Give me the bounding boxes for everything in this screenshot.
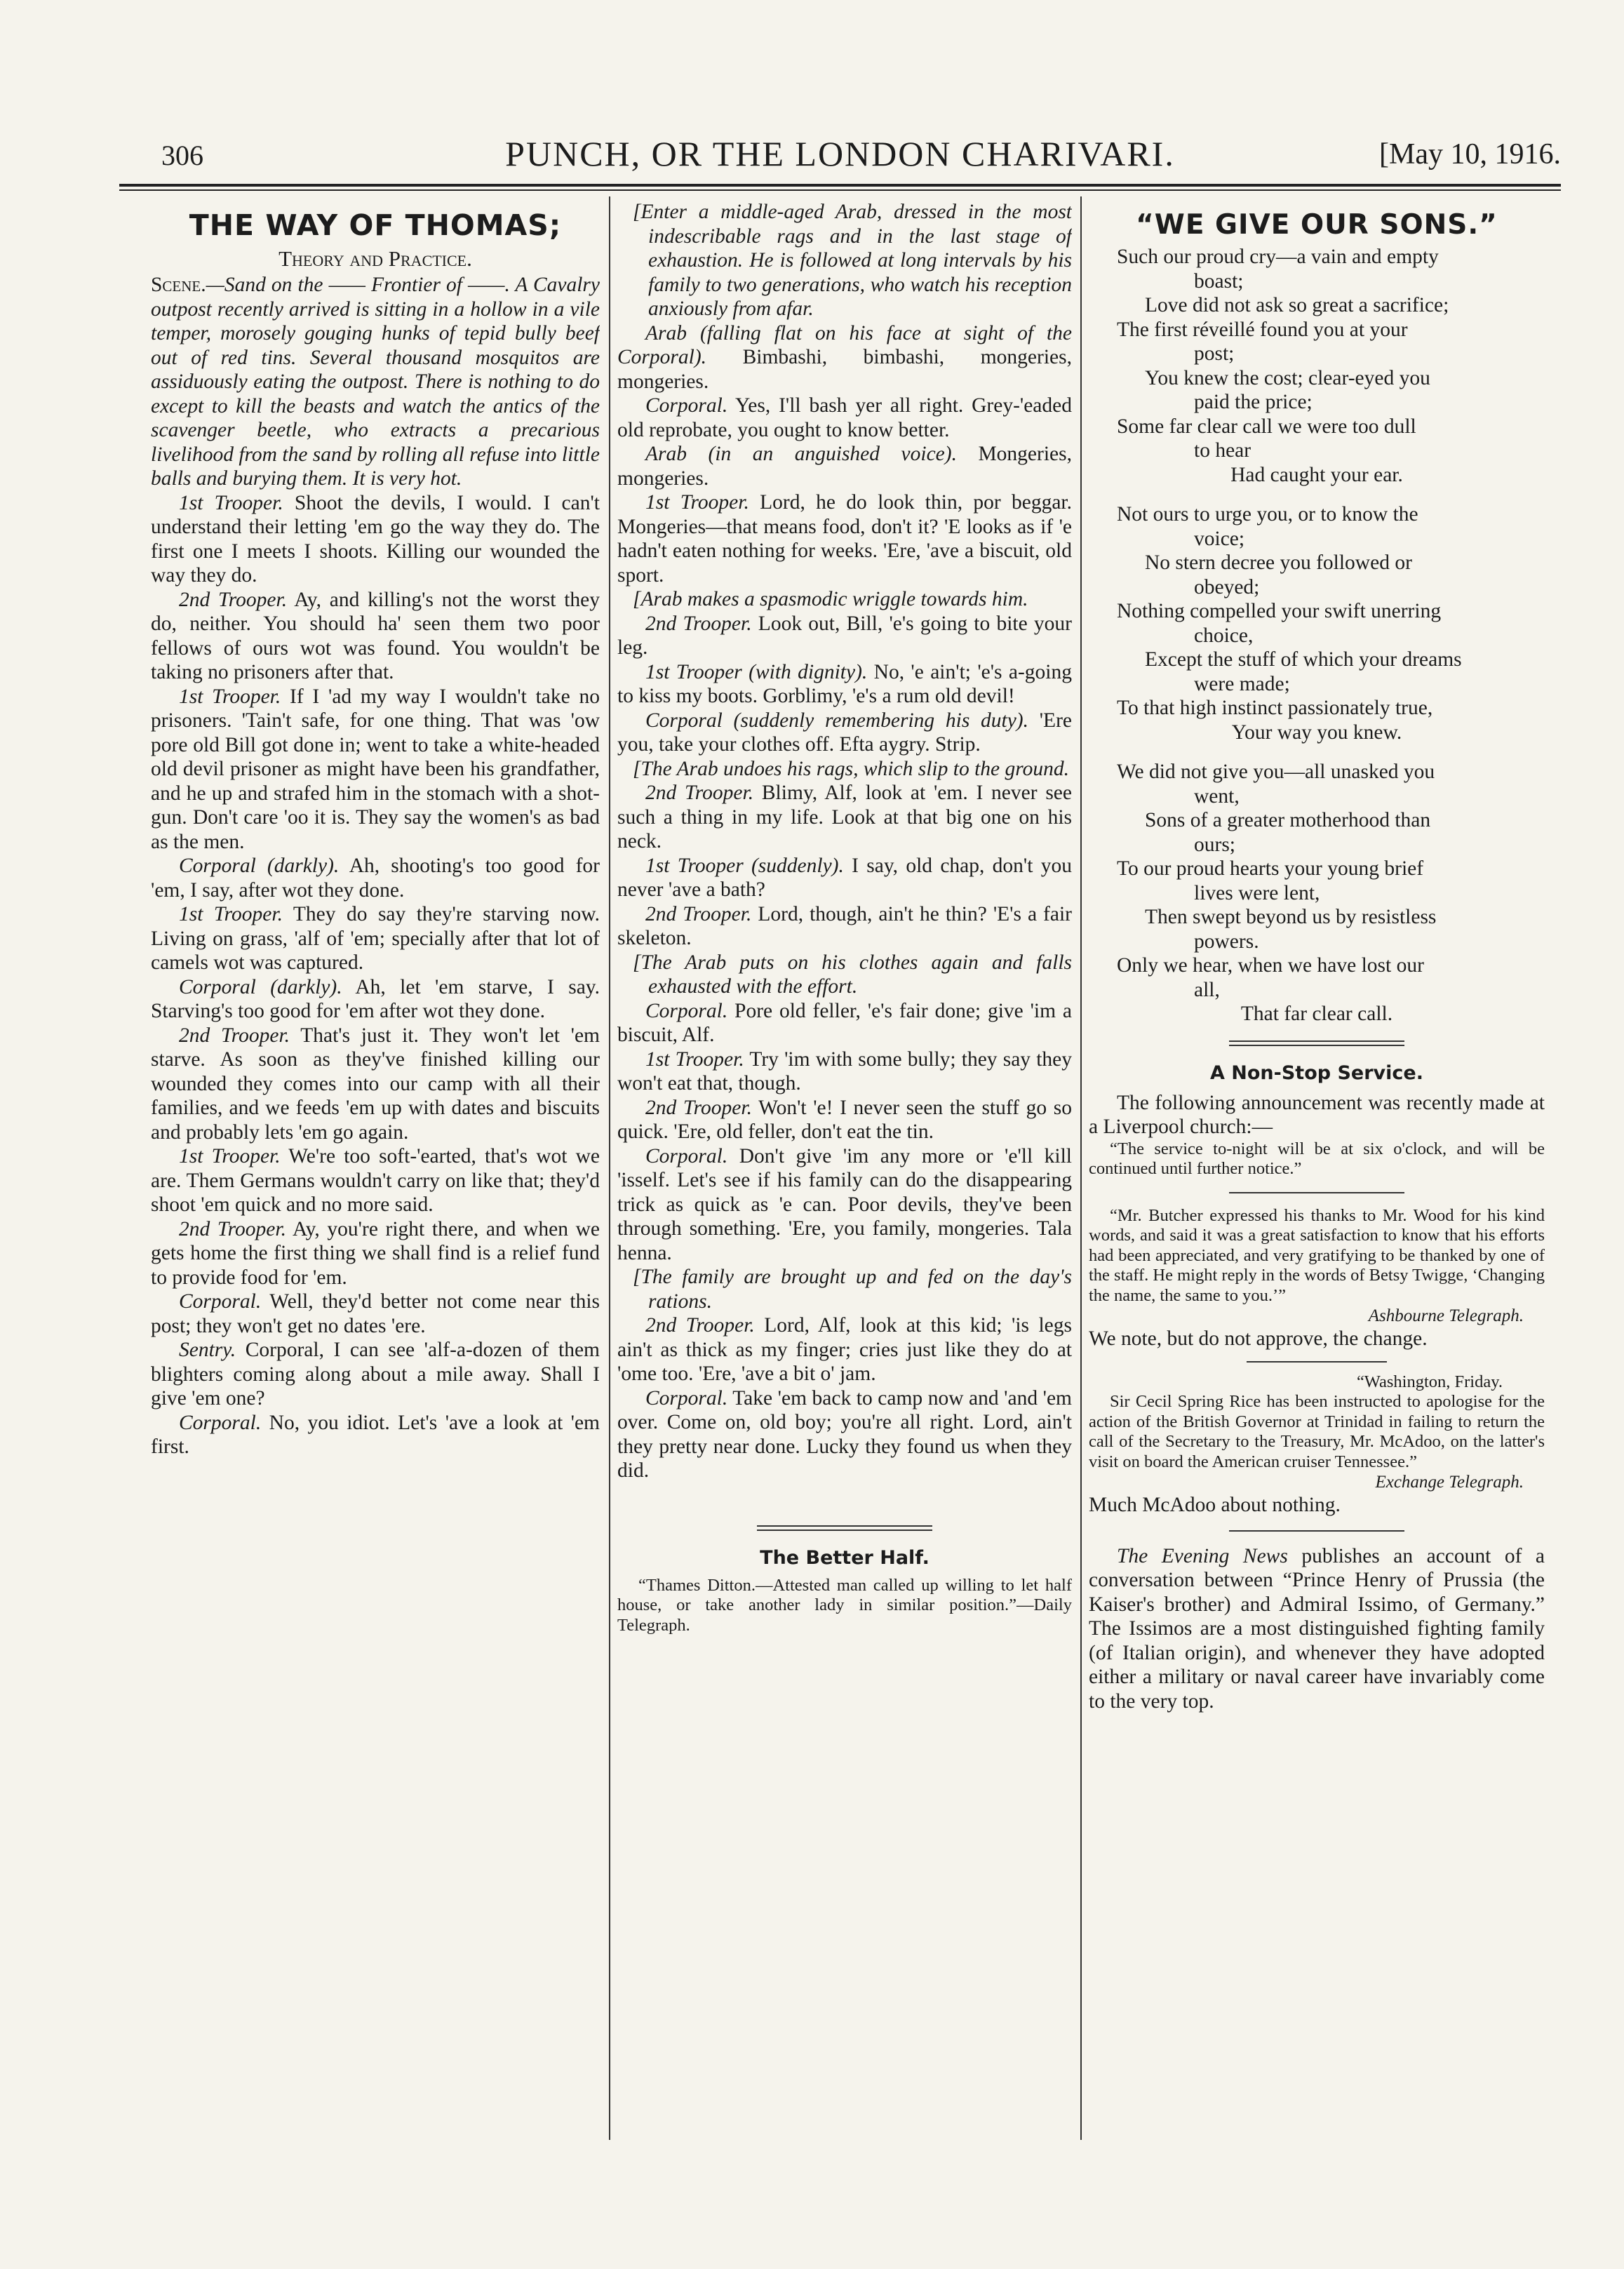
dialogue-line xyxy=(617,1386,1072,1483)
dialogue-line xyxy=(617,781,1072,854)
issue-date: [May 10, 1916. xyxy=(1379,138,1561,170)
speaker: 1st Trooper. xyxy=(179,491,283,514)
speech: We're too soft-'earted, that's wot we are. Them Germans wouldn't carry on like that; they'd shoot 'em quick and no more said. xyxy=(151,1145,600,1216)
speech: Bimbashi, bimbashi, mongeries, mongeries. xyxy=(617,346,1072,393)
poem-line: paid the price; xyxy=(1194,391,1313,413)
dialogue-line xyxy=(617,490,1072,587)
speaker: Corporal (suddenly remembering his duty). xyxy=(645,709,1029,732)
scene-label: Scene. xyxy=(151,274,206,296)
dialogue-line xyxy=(151,854,600,902)
butcher-quote: “Mr. Butcher expressed his thanks to Mr. Wood for his kind words, and said it was a great satisfaction to know that his efforts had been appreciated, and very gratifying to be thanked by one of the staff. He might reply in the words of Betsy Twigge, ‘Changing the name, the same to you.’” xyxy=(1089,1205,1545,1305)
speech: Try 'im with some bully; they say they won't eat that, though. xyxy=(617,1048,1072,1095)
speaker: 1st Trooper (with dignity). xyxy=(645,660,868,683)
speaker: 2nd Trooper. xyxy=(179,1217,286,1240)
dialogue-line xyxy=(617,709,1072,757)
speech: 'Ere you, take your clothes off. Efta aygry. Strip. xyxy=(617,709,1072,756)
stage-direction: [Enter a middle-aged Arab, dressed in the most indescribable rags and in the last stage of exhaustion. He is followed at long intervals by his family to two generations, who watch his reception anxiously from afar. xyxy=(633,201,1072,320)
poem-line: To that high instinct passionately true, xyxy=(1117,697,1433,719)
header-rule-thin xyxy=(119,189,1561,191)
speaker: 1st Trooper. xyxy=(645,1048,744,1071)
speech: Well, they'd better not come near this post; they won't get no dates 'ere. xyxy=(151,1290,600,1337)
poem-line: voice; xyxy=(1194,527,1245,550)
speech: Lord, though, ain't he thin? 'E's a fair skeleton. xyxy=(617,902,1072,949)
dialogue-line xyxy=(151,1217,600,1290)
poem-line: powers. xyxy=(1194,930,1259,953)
speaker: 1st Trooper. xyxy=(179,903,283,925)
nonstop-text: The following announcement was recently made at a Liverpool church:— xyxy=(1089,1091,1545,1138)
speech: That's just it. They won't let 'em starve. As soon as they've finished killing our wounded they comes into our camp with all their families, and we feeds 'em up with dates and biscuits and probably lets 'em go again. xyxy=(151,1024,600,1144)
dialogue-block xyxy=(617,321,1072,588)
speech: No, you idiot. Let's 'ave a look at 'em first. xyxy=(151,1411,600,1458)
dialogue-line xyxy=(617,442,1072,490)
stage-direction: [Arab makes a spasmodic wriggle towards him. xyxy=(633,588,1028,610)
dialogue-line xyxy=(617,1313,1072,1386)
speaker: Corporal. xyxy=(645,394,728,417)
better-half-quote: “Thames Ditton.—Attested man called up willing to let half house, or take another lady in similar position.”—Daily Telegraph. xyxy=(617,1575,1072,1635)
poem-line: Nothing compelled your swift unerring xyxy=(1117,600,1442,622)
speaker: Sentry. xyxy=(179,1339,236,1361)
speaker: 1st Trooper. xyxy=(179,685,281,708)
poem-line: Had caught your ear. xyxy=(1230,463,1403,486)
speech: Look out, Bill, 'e's going to bite your leg. xyxy=(617,612,1072,659)
speech: Don't give 'im any more or 'e'll kill 'isself. Let's see if his family can do the disappearing trick as quick as 'e can. Poor devils, they've been through something. 'Ere, you family, mongeries. Tala henna. xyxy=(617,1144,1072,1264)
dialogue-block xyxy=(617,999,1072,1266)
section-rule xyxy=(757,1525,932,1531)
dialogue-line xyxy=(151,1024,600,1145)
dialogue-line xyxy=(151,1290,600,1338)
evening-news-paragraph xyxy=(1089,1544,1545,1714)
poem-line: Only we hear, when we have lost our xyxy=(1117,954,1424,977)
speech: Lord, he do look thin, por beggar. Mongeries—that means food, don't it? 'E looks as if 'e hadn't eaten nothing for weeks. 'Ere, 'ave a biscuit, old sport. xyxy=(617,491,1072,587)
poem-line: Love did not ask so great a sacrifice; xyxy=(1145,294,1449,316)
poem-line: went, xyxy=(1194,784,1240,808)
poem-line: No stern decree you followed or xyxy=(1145,551,1412,574)
dialogue-line xyxy=(151,902,600,975)
speaker: 2nd Trooper. xyxy=(645,782,754,804)
poem-line: choice, xyxy=(1194,624,1254,647)
scene-text: —Sand on the —— Frontier of ——. A Cavalry outpost recently arrived is sitting in a hollow in a vile temper, morosely gouging hunks of tepid bully beef out of red tins. Several thousand mosquitos are assiduously eating the outpost. There is nothing to do except to kill the beasts and watch the antics of the scavenger beetle, who extracts a precarious livelihood from the sand by rolling all refuse into little balls and burying them. It is very hot. xyxy=(151,274,600,490)
speech: I say, old chap, don't you never 'ave a bath? xyxy=(617,854,1072,901)
speaker: 2nd Trooper. xyxy=(645,1314,755,1337)
page-header xyxy=(119,133,1561,175)
dialogue-line xyxy=(617,999,1072,1048)
washington-source: Exchange Telegraph. xyxy=(1375,1473,1524,1492)
dialogue-line xyxy=(617,854,1072,902)
stage-direction: [The family are brought up and fed on the day's rations. xyxy=(633,1266,1072,1313)
dialogue-line xyxy=(151,1411,600,1459)
dialogue-line xyxy=(617,902,1072,951)
dialogue-block xyxy=(617,612,1072,757)
header-rule xyxy=(119,184,1561,187)
poem-title: “WE GIVE OUR SONS.” xyxy=(1136,209,1498,241)
speech: No, 'e ain't; 'e's a-going to kiss my boots. Gorblimy, 'e's a rum old devil! xyxy=(617,660,1072,707)
dialogue-line xyxy=(617,1144,1072,1266)
poem-line: Your way you knew. xyxy=(1231,721,1402,744)
speech: Mongeries, mongeries. xyxy=(617,443,1072,490)
dialogue-line xyxy=(151,685,600,855)
poem-line: ours; xyxy=(1194,833,1235,856)
poem-line: Such our proud cry—a vain and empty xyxy=(1117,246,1439,268)
speaker: Corporal. xyxy=(179,1290,262,1313)
article-title: THE WAY OF THOMAS; xyxy=(189,208,562,242)
dialogue-line xyxy=(617,660,1072,709)
speaker: 1st Trooper. xyxy=(179,1145,281,1167)
column-divider-1 xyxy=(609,196,610,2140)
scene-description xyxy=(151,273,600,491)
dialogue-line xyxy=(151,1144,600,1217)
poem-line: Then swept beyond us by resistless xyxy=(1145,906,1437,928)
speech: Yes, I'll bash yer all right. Grey-'eaded old reprobate, you ought to know better. xyxy=(617,394,1072,441)
masthead: PUNCH, OR THE LONDON CHARIVARI. xyxy=(505,134,1175,173)
dialogue-block xyxy=(617,1313,1072,1483)
stage-direction: [The Arab undoes his rags, which slip to the ground. xyxy=(633,757,1069,780)
column-3 xyxy=(1089,200,1545,2150)
speaker: Corporal. xyxy=(645,999,728,1022)
speaker: 2nd Trooper. xyxy=(179,588,288,611)
dialogue-line xyxy=(617,321,1072,394)
dialogue-block xyxy=(151,491,600,1459)
column-divider-2 xyxy=(1080,196,1082,2140)
speaker: 2nd Trooper. xyxy=(645,902,752,925)
speaker: 1st Trooper (suddenly). xyxy=(645,854,844,877)
speaker: 2nd Trooper. xyxy=(179,1024,290,1047)
speech: Shoot the devils, I would. I can't understand their letting 'em go the way they do. The first one I meets I shoots. Killing our wounded the way they do. xyxy=(151,491,600,587)
poem-line: all, xyxy=(1194,978,1220,1001)
speech: Ah, let 'em starve, I say. Starving's too good for 'em after wot they done. xyxy=(151,975,600,1022)
dialogue-line xyxy=(151,491,600,588)
poem-line: post; xyxy=(1194,342,1235,365)
speech: Ah, shooting's too good for 'em, I say, after wot they done. xyxy=(151,855,600,902)
dialogue-block xyxy=(617,781,1072,951)
speaker: Arab (in an anguished voice). xyxy=(645,443,957,465)
article-subtitle: Theory and Practice. xyxy=(279,246,472,271)
poem-line: were made; xyxy=(1194,672,1290,695)
speech: Corporal, I can see 'alf-a-dozen of them blighters coming along about a mile away. Shall I give 'em one? xyxy=(151,1339,600,1410)
poem-stanza-1 xyxy=(1089,245,1545,487)
speech: Won't 'e! I never seen the stuff go so quick. 'Ere, old feller, don't eat the tin. xyxy=(617,1096,1072,1143)
dialogue-line xyxy=(617,394,1072,442)
evening-news-name: The Evening News xyxy=(1117,1544,1288,1567)
poem-line: Not ours to urge you, or to know the xyxy=(1117,503,1418,526)
poem-line: obeyed; xyxy=(1194,575,1260,598)
washington-quote: Sir Cecil Spring Rice has been instructed to apologise for the action of the British Governor at Trinidad in failing to return the call of the Secretary to the Treasury, Mr. McAdoo, on the latter's visit on board the American cruiser Tennessee.” xyxy=(1089,1392,1545,1471)
speech: Lord, Alf, look at this kid; 'is legs ain't as thick as my finger; cries just like they do at 'ome too. 'Ere, 'ave a bit o' jam. xyxy=(617,1314,1072,1385)
speaker: 1st Trooper. xyxy=(645,491,749,514)
better-half-title: The Better Half. xyxy=(760,1546,930,1569)
poem-stanza-2 xyxy=(1089,502,1545,744)
speaker: Corporal. xyxy=(179,1411,262,1434)
dialogue-line xyxy=(617,1048,1072,1096)
poem-line: We did not give you—all unasked you xyxy=(1117,761,1435,783)
speaker: Arab (falling flat on his face at sight of the Corporal). xyxy=(617,321,1072,368)
butcher-comment: We note, but do not approve, the change. xyxy=(1089,1327,1428,1350)
dialogue-line xyxy=(151,588,600,685)
dialogue-line xyxy=(151,975,600,1024)
column-2 xyxy=(617,200,1072,2150)
speech: Pore old feller, 'e's fair done; give 'im a biscuit, Alf. xyxy=(617,999,1072,1046)
speech: Ay, you're right there, and when we gets home the first thing we shall find is a relief fund to provide food for 'em. xyxy=(151,1217,600,1289)
poem-line: Sons of a greater motherhood than xyxy=(1145,809,1431,831)
section-rule xyxy=(1247,1361,1387,1363)
washington-dateline: “Washington, Friday. xyxy=(1356,1372,1503,1391)
stage-direction: [The Arab puts on his clothes again and falls exhausted with the effort. xyxy=(633,951,1072,998)
poem-line: The first réveillé found you at your xyxy=(1117,318,1408,341)
section-rule xyxy=(1229,1530,1404,1532)
dialogue-line xyxy=(617,612,1072,660)
section-rule xyxy=(1229,1192,1404,1193)
dialogue-line xyxy=(151,1338,600,1411)
nonstop-quote: “The service to-night will be at six o'clock, and will be continued until further notice.” xyxy=(1089,1139,1545,1178)
washington-comment: Much McAdoo about nothing. xyxy=(1089,1494,1341,1516)
poem-line: to hear xyxy=(1194,439,1251,462)
speech: They do say they're starving now. Living on grass, 'alf of 'em; specially after that lot of camels wot was captured. xyxy=(151,903,600,974)
speaker: Corporal. xyxy=(645,1386,728,1410)
column-1 xyxy=(151,200,600,2150)
poem-line: Except the stuff of which your dreams xyxy=(1145,648,1462,671)
evening-news-text: publishes an account of a conversation between “Prince Henry of Prussia (the Kaiser's brother) and Admiral Issimo, of Germany.” The Issimos are a most distinguished fighting family (of Italian origin), and whenever they have adopted either a military or naval career have invariably come to the very top. xyxy=(1089,1544,1545,1713)
dialogue-line xyxy=(617,1096,1072,1144)
speaker: 2nd Trooper. xyxy=(645,612,752,635)
speech: Blimy, Alf, look at 'em. I never see such a thing in my life. Look at that big one on his neck. xyxy=(617,782,1072,852)
poem-line: boast; xyxy=(1194,269,1244,293)
section-rule xyxy=(1229,1040,1404,1046)
butcher-source: Ashbourne Telegraph. xyxy=(1368,1306,1524,1325)
speech: If I 'ad my way I wouldn't take no prisoners. 'Tain't safe, for one thing. That was 'ow pore old Bill got done in; went to take a white-headed old devil prisoner as might have been his grandfather, and he up and strafed him in the stomach with a shot-gun. Don't care 'oo it is. They say the women's as bad as the men. xyxy=(151,685,600,853)
poem-line: lives were lent, xyxy=(1194,881,1320,904)
poem-stanza-3 xyxy=(1089,760,1545,1026)
speech: Take 'em back to camp now and 'and 'em over. Come on, old boy; you're all right. Lord, ain't they pretty near done. Lucky they found us when they did. xyxy=(617,1386,1072,1482)
speaker: Corporal (darkly). xyxy=(179,975,342,998)
speaker: Corporal (darkly). xyxy=(179,855,340,877)
poem-line: That far clear call. xyxy=(1240,1003,1393,1025)
poem-line: To our proud hearts your young brief xyxy=(1117,857,1424,880)
poem-line: Some far clear call we were too dull xyxy=(1117,415,1416,438)
poem-line: You knew the cost; clear-eyed you xyxy=(1145,366,1430,389)
speaker: Corporal. xyxy=(645,1144,728,1167)
nonstop-title: A Non-Stop Service. xyxy=(1209,1062,1423,1084)
speaker: 2nd Trooper. xyxy=(645,1096,752,1119)
page-number: 306 xyxy=(161,140,203,171)
speech: Ay, and killing's not the worst they do, neither. You should ha' seen them two poor fellows of ours wot was found. You wouldn't be taking no prisoners after that. xyxy=(151,588,600,683)
